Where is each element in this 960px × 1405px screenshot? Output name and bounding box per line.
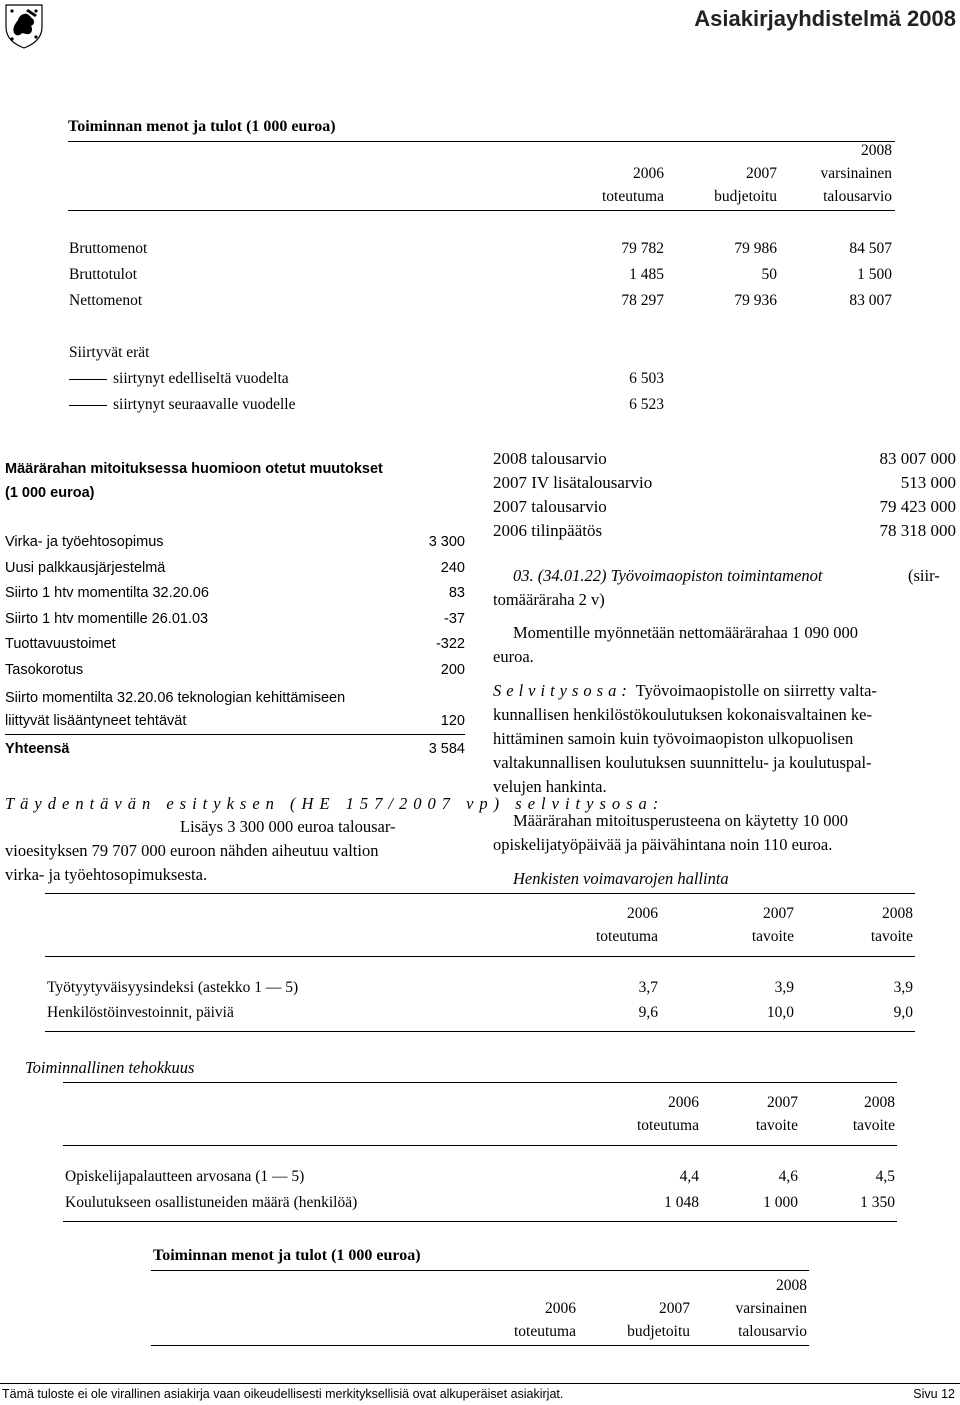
bottom-table-rule: [151, 1270, 809, 1271]
eff-col-2006: [600, 1091, 699, 1137]
row-value-2006: 79 782: [621, 240, 664, 257]
changes-title-line2: (1 000 euroa): [5, 485, 95, 501]
table-row: [65, 1194, 895, 1212]
change-label: Virka- ja työehtosopimus: [5, 534, 164, 550]
change-value: 240: [440, 559, 465, 576]
top-col-2007-year: 2007: [746, 165, 777, 182]
list-item: [5, 560, 465, 586]
hr-table-header-rule: [45, 956, 915, 957]
col-label: toteutuma: [596, 928, 658, 945]
row-value-2006: 9,6: [638, 1004, 658, 1021]
list-item: [493, 473, 956, 497]
left-paragraph-line1-rest: Lisäys 3 300 000 euroa talousar-: [180, 817, 396, 836]
row-label: Henkilöstöinvestoinnit, päiviä: [47, 1004, 234, 1021]
budget-label: 2007 IV lisätalousarvio: [493, 473, 653, 492]
budget-value: 83 007 000: [879, 449, 956, 468]
col-year: 2008: [882, 905, 913, 922]
row-label: Koulutukseen osallistuneiden määrä (henkilöä): [65, 1194, 358, 1211]
hr-section-title: Henkisten voimavarojen hallinta: [513, 869, 729, 888]
changes-title-line1: Määrärahan mitoituksessa huomioon otetut muutokset: [5, 461, 383, 477]
moment-title-tail: (siir-: [908, 566, 940, 585]
top-col-2006-label: toteutuma: [602, 188, 664, 205]
para2-line1-rest: Työvoimaopistolle on siirretty valta-: [631, 681, 877, 700]
spaced-heading: Selvitysosa:: [493, 681, 632, 700]
col-year: 2008: [776, 1277, 807, 1294]
list-item: [493, 449, 956, 473]
footer-disclaimer: Tämä tuloste ei ole virallinen asiakirja vaan oikeudellisesti merkityksellisiä ovat alkuperäiset asiakirjat.: [2, 1387, 564, 1401]
left-paragraph: [5, 792, 665, 815]
col-label: toteutuma: [637, 1117, 699, 1134]
hr-table-top-rule: [45, 893, 915, 894]
row-value-2006: 1 485: [629, 266, 664, 283]
bottom-col-2006: [478, 1297, 576, 1343]
list-item: [5, 662, 465, 688]
row-value-2008: 1 500: [857, 266, 892, 283]
siirtyvat-value: 6 523: [629, 396, 664, 413]
spaced-heading: Täydentävän esityksen (HE 157/2007 vp) selvitysosa:: [5, 794, 665, 813]
list-item: [493, 521, 956, 545]
budget-value: 79 423 000: [879, 497, 956, 516]
changes-title: [5, 457, 383, 505]
col-label: toteutuma: [514, 1323, 576, 1340]
eff-table-header-rule: [63, 1145, 897, 1146]
moment-title-line2: tomääräraha 2 v): [493, 590, 605, 609]
row-value-2008: 9,0: [893, 1004, 913, 1021]
para2-line: kunnallisen henkilöstökoulutuksen kokonaisvaltainen ke-: [493, 705, 872, 724]
col-year: 2006: [545, 1300, 576, 1317]
bottom-table-header-rule: [151, 1345, 809, 1346]
row-value-2008: 3,9: [893, 979, 913, 996]
top-col-2008-label2: talousarvio: [823, 188, 892, 205]
col-label: tavoite: [755, 1117, 798, 1134]
efficiency-title: Toiminnallinen tehokkuus: [25, 1058, 195, 1077]
page-number: Sivu 12: [913, 1387, 955, 1401]
moment-title: 03. (34.01.22) Työvoimaopiston toimintamenot: [513, 566, 823, 585]
change-label-line2: liittyvät lisääntyneet tehtävät: [5, 713, 187, 729]
para2-line: velujen hankinta.: [493, 777, 607, 796]
total-label: Yhteensä: [5, 741, 70, 757]
list-item: [5, 611, 465, 637]
budget-label: 2008 talousarvio: [493, 449, 607, 468]
para1-line2: euroa.: [493, 647, 534, 666]
col-year: 2007: [767, 1094, 798, 1111]
row-value-2007: 10,0: [766, 1004, 794, 1021]
row-label: Nettomenot: [69, 292, 143, 309]
list-item: [69, 370, 664, 388]
change-label: Tuottavuustoimet: [5, 636, 116, 652]
budget-label: 2006 tilinpäätös: [493, 521, 603, 540]
change-value: -322: [435, 636, 465, 652]
top-table-title: Toiminnan menot ja tulot (1 000 euroa): [68, 118, 336, 135]
list-item: [5, 636, 465, 662]
change-value: 3 300: [428, 534, 465, 550]
left-paragraph-line4: virka- ja työehtosopimuksesta.: [5, 865, 208, 884]
col-label: budjetoitu: [627, 1323, 690, 1340]
list-item: [493, 497, 956, 521]
siirtyvat-title: Siirtyvät erät: [69, 344, 150, 361]
change-label: Uusi palkkausjärjestelmä: [5, 559, 166, 576]
top-col-2006: [560, 162, 664, 208]
top-col-2007-label: budjetoitu: [714, 188, 777, 205]
change-value: 83: [448, 585, 465, 601]
eff-col-2008: [796, 1091, 895, 1137]
row-value-2006: 3,7: [638, 979, 658, 996]
col-label: tavoite: [751, 928, 794, 945]
row-value-2007: 50: [761, 266, 777, 283]
col-label: tavoite: [870, 928, 913, 945]
document-title: Asiakirjayhdistelmä 2008: [694, 6, 956, 31]
row-label: Bruttotulot: [69, 266, 138, 283]
bottom-table-title: Toiminnan menot ja tulot (1 000 euroa): [153, 1247, 421, 1264]
budget-value: 78 318 000: [879, 521, 956, 540]
dash-mark: [69, 379, 107, 380]
para-line: [5, 792, 665, 815]
table-row: [47, 979, 913, 997]
row-value-2007: 1 000: [763, 1194, 798, 1211]
list-item: [69, 396, 664, 414]
table-row: [65, 1168, 895, 1186]
row-label: Bruttomenot: [69, 240, 148, 257]
change-label-line1: Siirto momentilta 32.20.06 teknologian kehittämiseen: [5, 690, 346, 706]
row-value-2008: 4,5: [875, 1168, 895, 1185]
row-value-2007: 79 936: [734, 292, 777, 309]
para1-line1: Momentille myönnetään nettomäärärahaa 1 090 000: [513, 623, 859, 642]
change-value: 120: [440, 713, 465, 729]
col-year: 2006: [627, 905, 658, 922]
top-table-rule: [68, 141, 895, 142]
table-row: [69, 292, 893, 314]
hr-col-2008: [812, 902, 913, 948]
bottom-col-2007: [590, 1297, 690, 1343]
top-col-2008: [780, 139, 892, 208]
row-value-2007: 79 986: [734, 240, 777, 257]
row-value-2007: 3,9: [774, 979, 794, 996]
siirtyvat-label: siirtynyt edelliseltä vuodelta: [113, 370, 289, 387]
budget-label: 2007 talousarvio: [493, 497, 607, 516]
change-label: Tasokorotus: [5, 661, 84, 678]
table-row: [69, 240, 893, 262]
para2-line1: [493, 681, 877, 701]
top-col-2007: [674, 162, 777, 208]
table-row: [69, 266, 893, 288]
para2-line: valtakunnallisen koulutuksen suunnittelu- ja koulutuspal-: [493, 753, 872, 772]
total-value: 3 584: [428, 741, 465, 757]
left-paragraph-line3: vioesityksen 79 707 000 euroon nähden aiheutuu valtion: [5, 841, 379, 860]
col-year: 2007: [763, 905, 794, 922]
list-item: [5, 534, 465, 560]
row-label: Opiskelijapalautteen arvosana (1 — 5): [65, 1168, 305, 1185]
row-value-2007: 4,6: [778, 1168, 798, 1185]
list-item: [5, 585, 465, 611]
row-value-2006: 78 297: [621, 292, 664, 309]
row-label: Työtyytyväisyysindeksi (astekko 1 — 5): [47, 979, 299, 996]
col-label1: varsinainen: [735, 1300, 807, 1317]
row-value-2008: 83 007: [849, 292, 892, 309]
siirtyvat-label: siirtynyt seuraavalle vuodelle: [113, 396, 296, 413]
col-year: 2007: [659, 1300, 690, 1317]
col-year: 2008: [864, 1094, 895, 1111]
changes-list: [5, 534, 465, 733]
change-label: Siirto 1 htv momentille 26.01.03: [5, 610, 209, 627]
footer-rule: [0, 1383, 960, 1384]
siirtyvat-value: 6 503: [629, 370, 664, 387]
col-year: 2006: [668, 1094, 699, 1111]
change-value: 200: [440, 661, 465, 678]
row-value-2008: 1 350: [860, 1194, 895, 1211]
changes-total-rule: [5, 734, 465, 735]
row-value-2006: 1 048: [664, 1194, 699, 1211]
row-value-2008: 84 507: [849, 240, 892, 257]
budget-list: [493, 449, 956, 545]
top-col-2006-year: 2006: [633, 165, 664, 182]
hr-table-bottom-rule: [45, 1031, 915, 1032]
para3-line2: opiskelijatyöpäivää ja päivähintana noin 110 euroa.: [493, 835, 833, 854]
col-label: tavoite: [852, 1117, 895, 1134]
para2-line: hittäminen samoin kuin työvoimaopiston ulkopuolisen: [493, 729, 854, 748]
budget-value: 513 000: [900, 473, 956, 492]
bottom-col-2008: [695, 1274, 807, 1343]
eff-col-2007: [699, 1091, 798, 1137]
hr-col-2007: [694, 902, 794, 948]
top-table-header-rule: [68, 210, 895, 211]
row-value-2006: 4,4: [679, 1168, 699, 1185]
coat-of-arms-logo: [4, 3, 44, 49]
hr-col-2006: [560, 902, 658, 948]
eff-table-top-rule: [63, 1082, 897, 1083]
list-item: [5, 687, 465, 733]
col-label2: talousarvio: [738, 1323, 807, 1340]
change-label: Siirto 1 htv momentilta 32.20.06: [5, 585, 209, 601]
dash-mark: [69, 405, 107, 406]
top-col-2008-label1: varsinainen: [820, 165, 892, 182]
change-value: -37: [444, 610, 465, 627]
changes-total-row: [5, 741, 465, 757]
para3-line1: Määrärahan mitoitusperusteena on käytetty 10 000: [513, 811, 848, 830]
top-col-2008-year: 2008: [861, 142, 892, 159]
table-row: [47, 1004, 913, 1022]
eff-table-bottom-rule: [63, 1221, 897, 1222]
